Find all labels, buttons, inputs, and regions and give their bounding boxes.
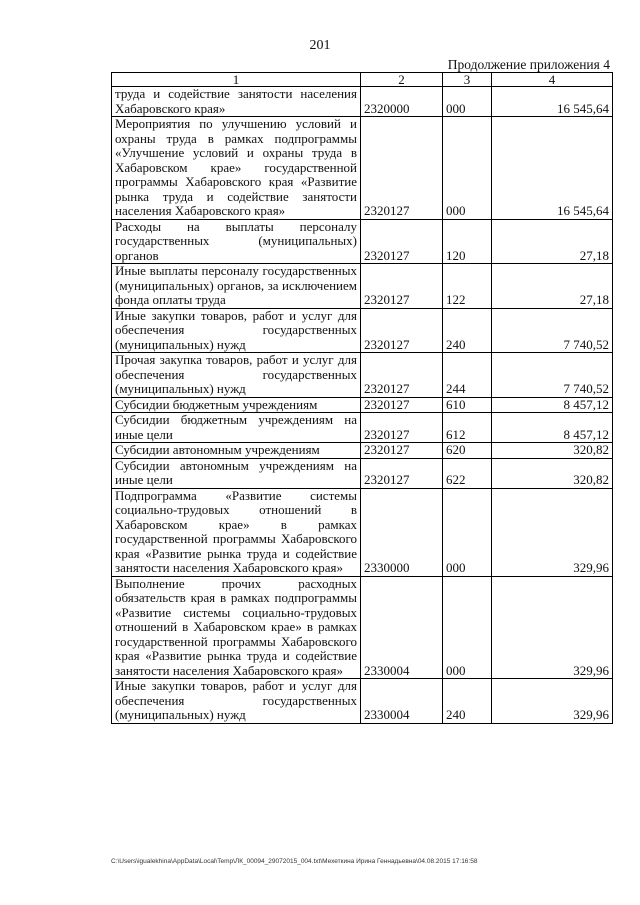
budget-table [111,72,613,724]
row-name-cell: Иные закупки товаров, работ и услуг для обеспечения государственных (муниципальных) нужд [112,308,361,353]
table-row [112,488,613,576]
table-row [112,308,613,353]
row-code-cell: 2330004 [361,679,443,724]
header-col-4: 4 [492,73,613,87]
row-amount-cell: 16 545,64 [492,117,613,220]
row-kind-cell: 120 [443,219,492,264]
continuation-label: Продолжение приложения 4 [447,57,610,72]
row-kind-cell: 240 [443,679,492,724]
table-row [112,413,613,443]
table-row [112,443,613,459]
page-number: 201 [309,38,331,53]
table-row [112,679,613,724]
row-amount-cell: 27,18 [492,219,613,264]
row-name-cell: Расходы на выплаты персоналу государственных (муниципальных) органов [112,219,361,264]
row-amount-cell: 320,82 [492,458,613,488]
row-code-cell: 2330000 [361,488,443,576]
row-name-cell: труда и содействие занятости населения Хабаровского края» [112,87,361,117]
row-amount-cell: 329,96 [492,679,613,724]
row-amount-cell: 27,18 [492,264,613,309]
row-kind-cell: 000 [443,87,492,117]
row-name-cell: Субсидии бюджетным учреждениям на иные цели [112,413,361,443]
row-amount-cell: 7 740,52 [492,353,613,398]
row-amount-cell: 7 740,52 [492,308,613,353]
row-kind-cell: 000 [443,576,492,679]
row-code-cell: 2320127 [361,397,443,413]
row-amount-cell: 8 457,12 [492,397,613,413]
row-amount-cell: 329,96 [492,576,613,679]
row-kind-cell: 240 [443,308,492,353]
row-name-cell: Подпрограмма «Развитие системы социально-трудовых отношений в Хабаровском крае» в рамках государственной программы Хабаровского края «Развитие рынка труда и содействие занятости населения Хабаровского края» [112,488,361,576]
row-name-cell: Мероприятия по улучшению условий и охраны труда в рамках подпрограммы «Улучшение условий и охраны труда в Хабаровском крае» государственной программы Хабаровского края «Развитие рынка труда и содействие занятости населения Хабаровского края» [112,117,361,220]
row-kind-cell: 122 [443,264,492,309]
footer-file-path: C:\Users\igualekhina\AppData\Local\Temp\ЛК_00094_29072015_004.txt\Мехеткина Ирина Геннадьевна\04.08.2015 17:16:58 [111,858,478,865]
row-code-cell: 2320127 [361,458,443,488]
row-amount-cell: 329,96 [492,488,613,576]
row-kind-cell: 000 [443,117,492,220]
row-name-cell: Иные выплаты персоналу государственных (муниципальных) органов, за исключением фонда оплаты труда [112,264,361,309]
row-code-cell: 2320127 [361,264,443,309]
row-amount-cell: 320,82 [492,443,613,459]
table-body [112,87,613,724]
table-row [112,576,613,679]
row-code-cell: 2320127 [361,353,443,398]
row-code-cell: 2320127 [361,219,443,264]
table-row [112,458,613,488]
row-name-cell: Субсидии автономным учреждениям на иные цели [112,458,361,488]
row-kind-cell: 244 [443,353,492,398]
table-header-row [112,73,613,87]
table-row [112,87,613,117]
row-code-cell: 2320127 [361,117,443,220]
row-kind-cell: 612 [443,413,492,443]
row-name-cell: Прочая закупка товаров, работ и услуг для обеспечения государственных (муниципальных) нужд [112,353,361,398]
row-kind-cell: 610 [443,397,492,413]
header-col-2: 2 [361,73,443,87]
row-name-cell: Субсидии автономным учреждениям [112,443,361,459]
row-code-cell: 2330004 [361,576,443,679]
row-name-cell: Выполнение прочих расходных обязательств края в рамках подпрограммы «Развитие системы социально-трудовых отношений в Хабаровском крае» в рамках государственной программы Хабаровского края «Развитие рынка труда и содействие занятости населения Хабаровского края» [112,576,361,679]
row-amount-cell: 8 457,12 [492,413,613,443]
header-col-3: 3 [443,73,492,87]
header-col-1: 1 [112,73,361,87]
row-code-cell: 2320000 [361,87,443,117]
table-row [112,117,613,220]
row-kind-cell: 000 [443,488,492,576]
table-row [112,219,613,264]
row-amount-cell: 16 545,64 [492,87,613,117]
row-name-cell: Иные закупки товаров, работ и услуг для обеспечения государственных (муниципальных) нужд [112,679,361,724]
row-kind-cell: 620 [443,443,492,459]
row-name-cell: Субсидии бюджетным учреждениям [112,397,361,413]
row-code-cell: 2320127 [361,413,443,443]
table-row [112,353,613,398]
row-kind-cell: 622 [443,458,492,488]
row-code-cell: 2320127 [361,308,443,353]
row-code-cell: 2320127 [361,443,443,459]
table-row [112,397,613,413]
table-row [112,264,613,309]
